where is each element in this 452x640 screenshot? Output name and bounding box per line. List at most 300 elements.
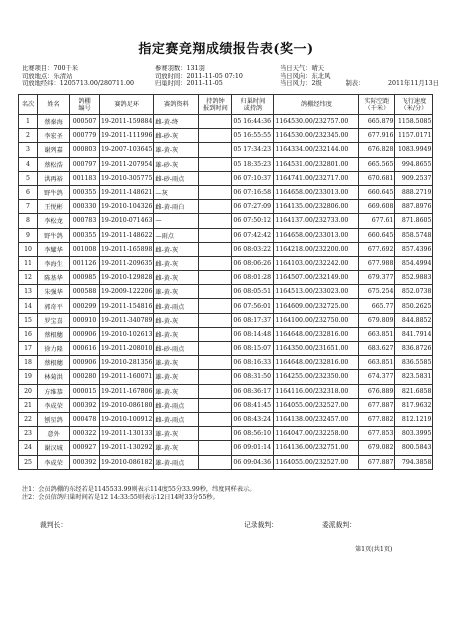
name-cell: 李耀华 [38,242,70,256]
loft-id-cell: 001126 [70,256,100,270]
loft-id-cell: 000803 [70,143,100,157]
distance-cell: 663.851 [359,356,395,370]
table-row [19,384,433,398]
table-row [19,398,433,412]
rank-cell: 2 [19,129,38,143]
rank-cell: 21 [19,398,38,412]
name-cell: 李松龙 [38,214,70,228]
clock-time-cell [199,299,232,313]
name-cell: 谢汉城 [38,441,70,455]
loft-id-cell: 000392 [70,398,100,412]
clock-time-cell [199,455,232,469]
rank-cell: 20 [19,384,38,398]
clock-time-cell [199,129,232,143]
arrival-time-cell: 06 07:56:01 [232,299,274,313]
rank-cell: 13 [19,285,38,299]
rank-cell: 19 [19,370,38,384]
coords-cell: 1164138.00/232457.00 [274,412,359,426]
coords-cell: 1164609.00/232725.00 [274,299,359,313]
wind-direction: 当日风向：东北风 [280,72,331,80]
name-cell: 野牛鸽 [38,185,70,199]
coords-cell: 1164100.00/232750.00 [274,313,359,327]
name-cell: 洪再裕 [38,171,70,185]
clock-time-cell [199,185,232,199]
ring-cell: 19-2010-129828 [100,271,154,285]
coords-cell: 1164055.00/232527.00 [274,455,359,469]
column-header: 飞行速度 （米/分） [395,95,433,115]
speed-cell: 844.8852 [395,313,433,327]
name-cell: 李海生 [38,256,70,270]
committee-signature-label: 委派裁判： [322,521,356,529]
coords-cell: 1164648.00/232816.00 [274,327,359,341]
ring-cell: 19-2011-340789 [100,313,154,327]
ring-cell: 19-2011-111996 [100,129,154,143]
rank-cell: 6 [19,185,38,199]
weather: 当日天气：晴天 [280,65,325,72]
loft-id-cell: 000392 [70,455,100,469]
distance-cell: 676.828 [359,143,395,157]
distance-cell: 679.377 [359,271,395,285]
loft-id-cell: 000797 [70,157,100,171]
distance-cell: 677.61 [359,214,395,228]
clock-time-cell [199,342,232,356]
column-header: 名次 [19,95,38,115]
coords-cell: 1164513.00/233023.00 [274,285,359,299]
arrival-time-cell: 06 08:03:22 [232,242,274,256]
loft-id-cell: 000616 [70,342,100,356]
speed-cell: 887.8976 [395,200,433,214]
table-row [19,342,433,356]
name-cell: 李成荣 [38,398,70,412]
distance-cell: 677.916 [359,129,395,143]
coords-cell: 1164530.00/232757.00 [274,115,359,129]
column-header: 赛鸽足环 [100,95,154,115]
arrival-time-cell: 06 08:16:33 [232,356,274,370]
race-distance: 比赛项目：700千米 [22,65,79,72]
document-title: 指定赛竞翔成绩报告表(奖一) [138,42,314,57]
ring-cell: 19-2011-207954 [100,157,154,171]
bird-info-cell: 雌-黄-雨白 [154,200,199,214]
finish-time: 归巢时间：2011-11-05 [155,80,223,88]
arrival-time-cell: 06 08:31:50 [232,370,274,384]
rank-cell: 1 [19,115,38,129]
name-cell: 蔡根穗 [38,356,70,370]
speed-cell: 857.4396 [395,242,433,256]
distance-cell: 676.889 [359,384,395,398]
name-cell: 蔡根穗 [38,327,70,341]
loft-id-cell: 001008 [70,242,100,256]
ring-cell: 19-2010-071463 [100,214,154,228]
loft-id-cell: 000355 [70,185,100,199]
distance-cell: 665.565 [359,157,395,171]
rank-cell: 15 [19,313,38,327]
bird-info-cell: 雌-黄-灰 [154,242,199,256]
name-cell: 徐力隆 [38,342,70,356]
table-row [19,242,433,256]
table-row [19,214,433,228]
made-date: 2011年11月13日 [388,80,439,88]
coords-cell: 1164135.00/232806.00 [274,200,359,214]
clock-time-cell [199,200,232,214]
table-row [19,285,433,299]
clock-time-cell [199,427,232,441]
speed-cell: 817.9632 [395,398,433,412]
rank-cell: 14 [19,299,38,313]
race-info [22,65,442,88]
coords-cell: 1164136.00/232751.00 [274,441,359,455]
bird-info-cell: 雄-黄-灰 [154,441,199,455]
loft-id-cell: 000783 [70,214,100,228]
arrival-time-cell: 06 08:06:26 [232,256,274,270]
speed-cell: 812.1219 [395,412,433,426]
table-row [19,115,433,129]
speed-cell: 803.3995 [395,427,433,441]
rank-cell: 22 [19,412,38,426]
clock-time-cell [199,143,232,157]
arrival-time-cell: 06 07:42:42 [232,228,274,242]
distance-cell: 677.887 [359,455,395,469]
name-cell: 郭奇平 [38,299,70,313]
loft-id-cell: 000507 [70,115,100,129]
rank-cell: 18 [19,356,38,370]
speed-cell: 909.2537 [395,171,433,185]
coords-cell: 1164658.00/233013.00 [274,228,359,242]
speed-cell: 850.2625 [395,299,433,313]
speed-cell: 836.8726 [395,342,433,356]
coords-cell: 1164530.00/232345.00 [274,129,359,143]
release-time: 司放时间：2011-11-05 07:10 [155,72,243,80]
arrival-time-cell: 06 07:16:58 [232,185,274,199]
ring-cell: 19-2010-086180 [100,398,154,412]
clock-time-cell [199,271,232,285]
ring-cell: 19-2011-154816 [100,299,154,313]
speed-cell: 823.5831 [395,370,433,384]
loft-id-cell: 000985 [70,271,100,285]
loft-id-cell: 000322 [70,427,100,441]
speed-cell: 888.2719 [395,185,433,199]
distance-cell: 669.608 [359,200,395,214]
coords-cell: 1164055.00/232527.00 [274,398,359,412]
column-header: 姓名 [38,95,70,115]
table-row [19,427,433,441]
arrival-time-cell: 06 07:10:37 [232,171,274,185]
table-row [19,313,433,327]
table-row [19,412,433,426]
ring-cell: 19-2007-103645 [100,143,154,157]
bird-info-cell: 雌-黄-灰 [154,327,199,341]
loft-id-cell: 000906 [70,356,100,370]
clock-time-cell [199,370,232,384]
name-cell: 蔡松浩 [38,157,70,171]
name-cell: 李成荣 [38,455,70,469]
arrival-time-cell: 05 18:35:23 [232,157,274,171]
bird-info-cell: 雌-砂-灰 [154,129,199,143]
bird-info-cell: 雌-黄-雨点 [154,299,199,313]
note-1: 注1：会员鸽棚的东经若是1145533.99则表示114度55分33.99秒，纬度同样表示。 [22,486,256,493]
ring-cell: 19-2011-130292 [100,441,154,455]
table-body [19,115,433,470]
speed-cell: 794.3858 [395,455,433,469]
speed-cell: 852.9883 [395,271,433,285]
bird-info-cell: 雌-黄-绛 [154,115,199,129]
speed-cell: 841.7914 [395,327,433,341]
ring-cell: 19-2011-165898 [100,242,154,256]
coords-cell: 1164137.00/232733.00 [274,214,359,228]
table-row [19,271,433,285]
loft-id-cell: 000779 [70,129,100,143]
name-cell: 朱强华 [38,285,70,299]
clock-time-cell [199,441,232,455]
table-row [19,143,433,157]
distance-cell: 677.988 [359,256,395,270]
ring-cell: 19-2010-086182 [100,455,154,469]
table-row [19,441,433,455]
loft-id-cell: 000927 [70,441,100,455]
clock-time-cell [199,384,232,398]
page-number: 第1页(共1页) [355,546,393,553]
bird-info-cell: 雌-黄-雨点 [154,412,199,426]
table-row [19,185,433,199]
coords-cell: 1164116.00/232318.00 [274,384,359,398]
clock-time-cell [199,327,232,341]
note-2: 注2：会员信鸽归巢时间若是12 14:33:55则表示12日14时33分55秒。 [22,494,219,501]
ring-cell: 19-2011-148622 [100,228,154,242]
table-row [19,455,433,469]
coords-cell: 1164531.00/232801.00 [274,157,359,171]
coords-cell: 1164218.00/232200.00 [274,242,359,256]
clock-time-cell [199,256,232,270]
bird-info-cell: 雌-黄-灰 [154,256,199,270]
clock-time-cell [199,356,232,370]
ring-cell: 19-2010-104326 [100,200,154,214]
clock-time-cell [199,398,232,412]
loft-id-cell: 000478 [70,412,100,426]
bird-info-cell: 雄-砂-灰 [154,157,199,171]
coords-cell: 1164507.00/232149.00 [274,271,359,285]
coords-cell: 1164103.00/232242.00 [274,256,359,270]
speed-cell: 1157.0171 [395,129,433,143]
coords-cell: 1164350.00/231651.00 [274,342,359,356]
distance-cell: 679.809 [359,313,395,327]
bird-info-cell: 雌-砂-雨点 [154,342,199,356]
ring-cell: 19-2010-305775 [100,171,154,185]
coords-cell: 1164741.00/232717.00 [274,171,359,185]
rank-cell: 7 [19,200,38,214]
name-cell: 蔡秦海 [38,115,70,129]
loft-id-cell: 000355 [70,228,100,242]
rank-cell: 9 [19,228,38,242]
arrival-time-cell: 06 08:01:28 [232,271,274,285]
column-header: 鸽棚经纬度 [274,95,359,115]
distance-cell: 660.645 [359,185,395,199]
clock-time-cell [199,157,232,171]
ring-cell: 19-2011-167806 [100,384,154,398]
clock-time-cell [199,242,232,256]
table-row [19,299,433,313]
speed-cell: 1158.5085 [395,115,433,129]
column-header: 实际空距 （千米） [359,95,395,115]
name-cell: 谢列嘉 [38,143,70,157]
rank-cell: 12 [19,271,38,285]
bird-info-cell: 雄-黄-灰 [154,370,199,384]
rank-cell: 17 [19,342,38,356]
table-header-row [19,95,433,115]
loft-id-cell: 000015 [70,384,100,398]
name-cell: 王悦彬 [38,200,70,214]
distance-cell: 665.77 [359,299,395,313]
arrival-time-cell: 06 08:56:10 [232,427,274,441]
loft-id-cell: 000910 [70,313,100,327]
ring-cell: 19-2011-208010 [100,342,154,356]
arrival-time-cell: 06 08:36:17 [232,384,274,398]
loft-id-cell: 001183 [70,171,100,185]
coords-cell: 1164255.00/232350.00 [274,370,359,384]
column-header: 赛鸽资料 [154,95,199,115]
entries-count: 参赛羽数：131羽 [155,65,205,72]
bird-info-cell: 雄-黄-灰 [154,285,199,299]
bird-info-cell: —灰 [154,185,199,199]
clock-time-cell [199,171,232,185]
speed-cell: 800.5843 [395,441,433,455]
rank-cell: 25 [19,455,38,469]
ring-cell: 19-2011-130133 [100,427,154,441]
rank-cell: 16 [19,327,38,341]
rank-cell: 3 [19,143,38,157]
table-row [19,129,433,143]
judge-signature-label: 裁判长： [40,521,68,529]
coords-cell: 1164658.00/233013.00 [274,185,359,199]
distance-cell: 677.887 [359,398,395,412]
table-row [19,157,433,171]
distance-cell: 660.645 [359,228,395,242]
distance-cell: 683.627 [359,342,395,356]
speed-cell: 1083.9949 [395,143,433,157]
clock-time-cell [199,412,232,426]
ring-cell: 19-2011-148621 [100,185,154,199]
bird-info-cell: 雌-黄-雨点 [154,398,199,412]
coords-cell: 1164648.00/232816.00 [274,356,359,370]
bird-info-cell: 雄-黄-雨点 [154,455,199,469]
distance-cell: 663.851 [359,327,395,341]
table-row [19,171,433,185]
name-cell: 林菊洪 [38,370,70,384]
arrival-time-cell: 06 08:43:24 [232,412,274,426]
ring-cell: 19-2009-122206 [100,285,154,299]
distance-cell: 665.879 [359,115,395,129]
arrival-time-cell: 06 09:01:14 [232,441,274,455]
ring-cell: 19-2010-281356 [100,356,154,370]
table-maker: 制表： [345,80,365,88]
clock-time-cell [199,214,232,228]
coords-cell: 1164047.00/232258.00 [274,427,359,441]
ring-cell: 19-2011-159884 [100,115,154,129]
loft-id-cell: 000330 [70,200,100,214]
speed-cell: 871.8605 [395,214,433,228]
loft-id-cell: 000588 [70,285,100,299]
rank-cell: 23 [19,427,38,441]
speed-cell: 994.8655 [395,157,433,171]
name-cell: 意外 [38,427,70,441]
clock-time-cell [199,313,232,327]
bird-info-cell: 雌-黄-灰 [154,313,199,327]
ring-cell: 19-2010-100912 [100,412,154,426]
bird-info-cell: —雨点 [154,228,199,242]
arrival-time-cell: 05 17:34:23 [232,143,274,157]
bird-info-cell: 雄-黄-灰 [154,384,199,398]
loft-id-cell: 000906 [70,327,100,341]
arrival-time-cell: 06 09:04:36 [232,455,274,469]
name-cell: 野牛鸽 [38,228,70,242]
arrival-time-cell: 06 08:15:07 [232,342,274,356]
arrival-time-cell: 06 08:14:48 [232,327,274,341]
table-row [19,370,433,384]
distance-cell: 679.082 [359,441,395,455]
arrival-time-cell: 06 07:27:09 [232,200,274,214]
speed-cell: 821.6858 [395,384,433,398]
recorder-signature-label: 记录裁判： [244,521,278,529]
clock-time-cell [199,115,232,129]
speed-cell: 852.0738 [395,285,433,299]
column-header: 鸽棚 编号 [70,95,100,115]
name-cell: 陈基华 [38,271,70,285]
release-coords: 司放地经纬：1205713.00/280711.00 [22,80,135,88]
column-header: 归巢时间 或持鸽 [232,95,274,115]
distance-cell: 674.377 [359,370,395,384]
bird-info-cell: 雌-黄-灰 [154,271,199,285]
ring-cell: 19-2011-160071 [100,370,154,384]
distance-cell: 675.254 [359,285,395,299]
rank-cell: 10 [19,242,38,256]
name-cell: 李宏圣 [38,129,70,143]
arrival-time-cell: 06 08:41:45 [232,398,274,412]
speed-cell: 854.4994 [395,256,433,270]
arrival-time-cell: 06 07:50:12 [232,214,274,228]
table-row [19,228,433,242]
bird-info-cell: 雄-黄-灰 [154,427,199,441]
rank-cell: 24 [19,441,38,455]
release-place: 司放地点：乐清站 [22,72,73,80]
loft-id-cell: 000280 [70,370,100,384]
loft-id-cell: 000299 [70,299,100,313]
rank-cell: 8 [19,214,38,228]
ring-cell: 19-2011-209635 [100,256,154,270]
arrival-time-cell: 05 16:44:36 [232,115,274,129]
arrival-time-cell: 06 08:05:51 [232,285,274,299]
table-row [19,356,433,370]
bird-info-cell: 雄-黄-灰 [154,356,199,370]
rank-cell: 11 [19,256,38,270]
bird-info-cell: — [154,214,199,228]
arrival-time-cell: 05 16:55:55 [232,129,274,143]
rank-cell: 5 [19,171,38,185]
speed-cell: 858.5748 [395,228,433,242]
column-header: 持鸽钟 报到时间 [199,95,232,115]
table-row [19,327,433,341]
ring-cell: 19-2010-102613 [100,327,154,341]
rank-cell: 4 [19,157,38,171]
table-row [19,200,433,214]
speed-cell: 836.5585 [395,356,433,370]
distance-cell: 677.692 [359,242,395,256]
distance-cell: 670.681 [359,171,395,185]
name-cell: 罗宝喜 [38,313,70,327]
name-cell: 刨星鸽 [38,412,70,426]
clock-time-cell [199,285,232,299]
results-table [18,94,433,470]
bird-info-cell: 雄-黄-灰 [154,143,199,157]
notes [22,486,255,502]
coords-cell: 1164334.00/232144.00 [274,143,359,157]
